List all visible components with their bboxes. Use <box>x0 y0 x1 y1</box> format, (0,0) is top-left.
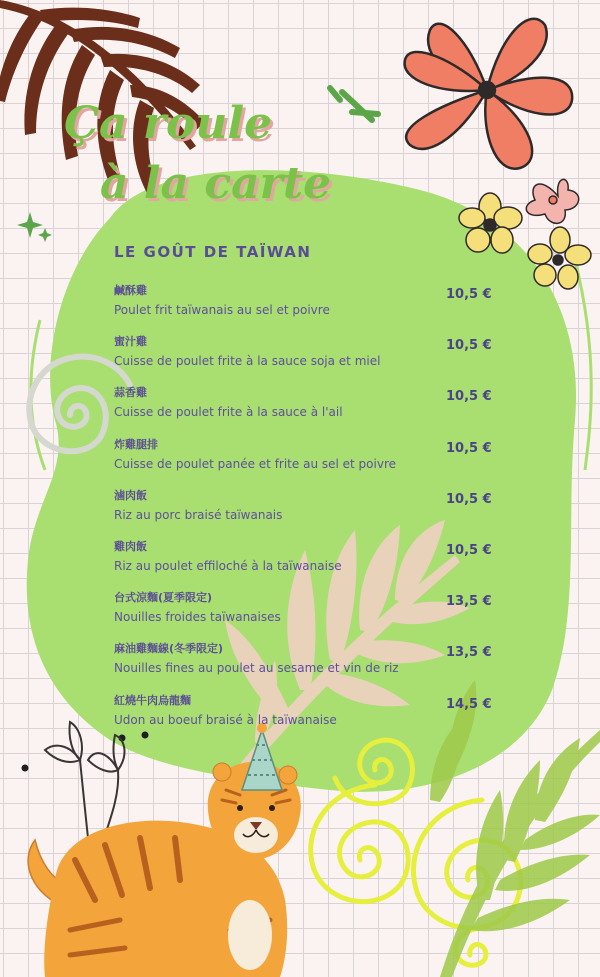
menu-item <box>114 692 504 743</box>
dish-price: 10,5 € <box>446 389 492 405</box>
menu-item <box>114 384 504 435</box>
black-dot <box>22 765 29 772</box>
section-title: LE GOÛT DE TAÏWAN <box>114 243 312 261</box>
dish-description: Cuisse de poulet panée et frite au sel et poivre <box>114 456 396 471</box>
dish-name-chinese: 雞肉飯 <box>114 539 147 553</box>
tiger-belly <box>228 900 272 970</box>
dish-description: Cuisse de poulet frite à la sauce soja et miel <box>114 354 381 369</box>
dish-name-chinese: 滷肉飯 <box>114 488 147 502</box>
dish-price: 13,5 € <box>446 645 492 661</box>
dish-description: Cuisse de poulet frite à la sauce à l'ail <box>114 405 343 420</box>
sparkle-small <box>38 228 52 242</box>
dish-name-chinese: 蒜香雞 <box>114 386 147 400</box>
dish-price: 10,5 € <box>446 491 492 507</box>
dish-description: Poulet frit taïwanais au sel et poivre <box>114 303 330 317</box>
blob-outline-accent <box>575 260 591 470</box>
menu-title-line-1: Ça roule <box>64 98 273 149</box>
dish-name-chinese: 炸雞腿排 <box>114 437 158 451</box>
yellow-flower-2 <box>528 227 591 289</box>
dish-price: 14,5 € <box>446 696 492 712</box>
dish-price: 10,5 € <box>446 287 492 302</box>
menu-item <box>114 282 504 333</box>
dish-name-chinese: 台式涼麵(夏季限定) <box>114 591 213 605</box>
dish-description: Udon au boeuf braisé à la taïwanaise <box>114 712 337 727</box>
menu-item <box>114 333 504 384</box>
menu-item <box>114 538 504 589</box>
menu-list <box>114 282 504 743</box>
menu-title-line-2: à la carte <box>100 158 332 209</box>
dish-price: 13,5 € <box>446 594 492 610</box>
menu-item <box>114 487 504 538</box>
orange-flower <box>405 19 573 169</box>
dish-name-chinese: 麻油雞麵線(冬季限定) <box>114 642 224 656</box>
menu-item <box>114 436 504 487</box>
sparkle-large <box>17 212 43 238</box>
menu-item <box>114 589 504 640</box>
dish-price: 10,5 € <box>446 338 492 354</box>
dish-price: 10,5 € <box>446 542 492 558</box>
dish-description: Riz au porc braisé taïwanais <box>114 507 283 522</box>
dish-name-chinese: 鹹酥雞 <box>114 284 147 297</box>
dish-price: 10,5 € <box>446 440 492 456</box>
dish-description: Nouilles froides taïwanaises <box>114 610 281 625</box>
dish-name-chinese: 紅燒牛肉烏龍麵 <box>114 693 191 707</box>
dish-description: Nouilles fines au poulet au sesame et vin de riz <box>114 661 399 676</box>
dish-description: Riz au poulet effiloché à la taïwanaise <box>114 558 342 573</box>
menu-item <box>114 640 504 691</box>
pink-flower <box>526 179 578 223</box>
dish-name-chinese: 蜜汁雞 <box>114 335 147 349</box>
